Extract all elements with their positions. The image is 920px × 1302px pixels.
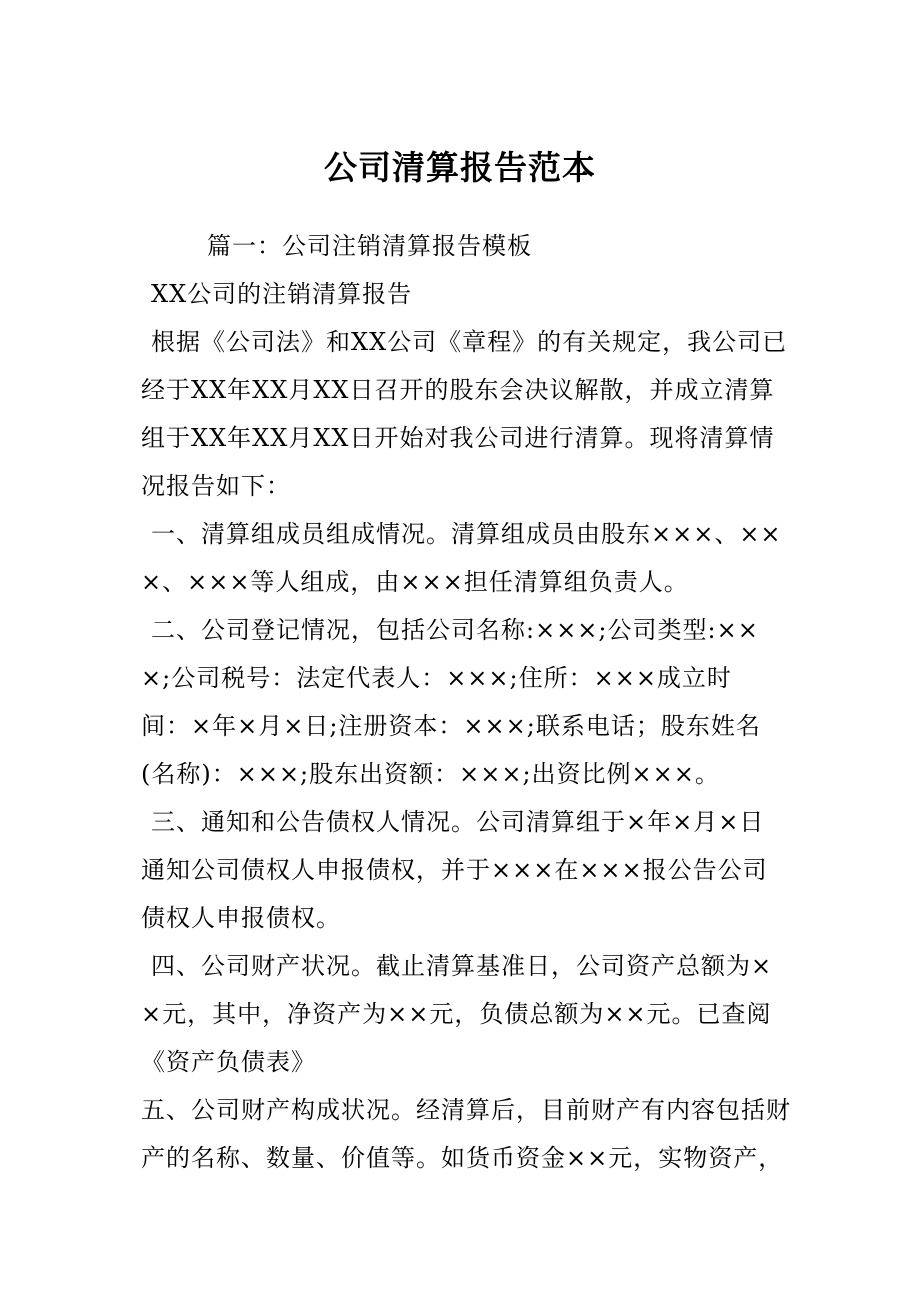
document-title: 公司清算报告范本 <box>324 148 596 187</box>
paragraph-line: 间：×年×月×日;注册资本：×××;联系电话；股东姓名 <box>141 712 761 740</box>
report-heading: XX公司的注销清算报告 <box>151 280 413 308</box>
paragraph-line: ×元，其中，净资产为××元，负债总额为××元。已查阅 <box>141 1000 772 1028</box>
paragraph-line: 经于XX年XX月XX日召开的股东会决议解散，并成立清算 <box>141 376 775 404</box>
paragraph-line: ×;公司税号：法定代表人：×××;住所：×××成立时 <box>141 664 732 692</box>
paragraph-line: ×、×××等人组成，由×××担任清算组负责人。 <box>141 568 689 596</box>
paragraph-line: (名称)：×××;股东出资额：×××;出资比例×××。 <box>141 760 720 788</box>
paragraph-line: 产的名称、数量、价值等。如货币资金××元，实物资产， <box>141 1144 784 1172</box>
paragraph-line: 组于XX年XX月XX日开始对我公司进行清算。现将清算情 <box>141 424 775 452</box>
paragraph-line: 《资产负债表》 <box>141 1048 316 1076</box>
paragraph-line: 三、通知和公告债权人情况。公司清算组于×年×月×日 <box>151 808 765 836</box>
paragraph-line: 况报告如下： <box>141 472 291 500</box>
section-heading: 篇一：公司注销清算报告模板 <box>207 232 532 260</box>
paragraph-line: 五、公司财产构成状况。经清算后，目前财产有内容包括财 <box>141 1096 791 1124</box>
paragraph-line: 二、公司登记情况，包括公司名称:×××;公司类型:×× <box>151 616 759 644</box>
paragraph-line: 债权人申报债权。 <box>141 904 341 932</box>
paragraph-line: 四、公司财产状况。截止清算基准日，公司资产总额为× <box>151 952 773 980</box>
document-body <box>141 222 791 1182</box>
paragraph-line: 根据《公司法》和XX公司《章程》的有关规定，我公司已 <box>151 328 788 356</box>
paragraph-line: 通知公司债权人申报债权，并于×××在×××报公告公司 <box>141 856 768 884</box>
paragraph-line: 一、清算组成员组成情况。清算组成员由股东×××、×× <box>151 520 782 548</box>
